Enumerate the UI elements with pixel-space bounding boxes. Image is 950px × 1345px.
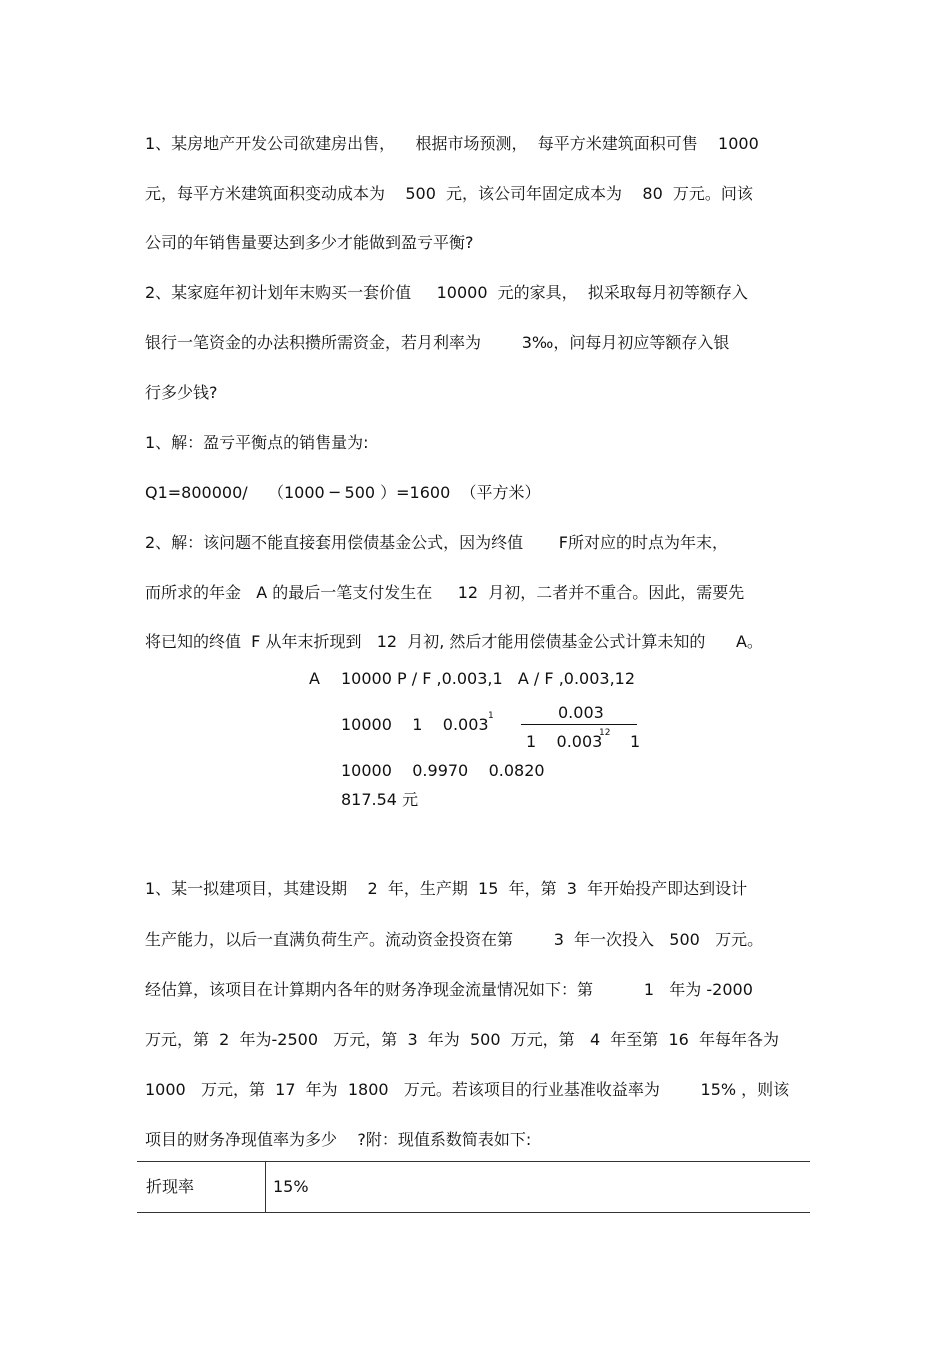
problem3-line6: 项目的财务净现值率为多少 ?附：现值系数简表如下: [145, 1130, 532, 1149]
problem2-line3: 行多少钱? [145, 383, 218, 402]
problem2-line1: 2、某家庭年初计划年末购买一套价值 10000 元的家具， 拟采取每月初等额存入 [145, 283, 748, 302]
problem2-line2: 银行一笔资金的办法积攒所需资金，若月利率为 3‰，问每月初应等额存入银 [145, 333, 730, 352]
problem1-line2: 元，每平方米建筑面积变动成本为 500 元，该公司年固定成本为 80 万元。问该 [145, 184, 753, 203]
table-header-label: 折现率 [146, 1177, 195, 1196]
solution2-line2: 而所求的年金 A 的最后一笔支付发生在 12 月初，二者并不重合。因此，需要先 [145, 583, 745, 602]
discount-factor-table [137, 1161, 810, 1213]
solution1-line2: Q1=800000/ （1000 ─ 500 ）=1600 （平方米） [145, 483, 541, 502]
problem3-line1: 1、某一拟建项目，其建设期 2 年，生产期 15 年，第 3 年开始投产即达到设计 [145, 879, 748, 898]
formula-denominator: 1 0.003 [526, 732, 603, 751]
formula-numerator: 0.003 [558, 703, 604, 722]
formula-line1: 10000 P / F ,0.003,1 A / F ,0.003,12 [341, 669, 636, 688]
formula-line3: 10000 0.9970 0.0820 [341, 761, 545, 780]
problem3-line3: 经估算，该项目在计算期内各年的财务净现金流量情况如下：第 1 年为 -2000 [145, 980, 753, 999]
problem3-line5: 1000 万元，第 17 年为 1800 万元。若该项目的行业基准收益率为 15% ，则该 [145, 1080, 790, 1099]
formula-denominator-exponent: 12 [599, 728, 611, 738]
formula-result: 817.54 元 [341, 790, 419, 809]
formula-line2-left: 10000 1 0.003 [341, 715, 489, 734]
formula-line2-exponent: 1 [488, 711, 494, 721]
fraction-bar [521, 724, 637, 725]
problem3-line2: 生产能力，以后一直满负荷生产。流动资金投资在第 3 年一次投入 500 万元。 [145, 930, 764, 949]
solution2-line3: 将已知的终值 F 从年末折现到 12 月初, 然后才能用偿债基金公式计算未知的 A。 [145, 632, 763, 651]
solution2-line1: 2、解：该问题不能直接套用偿债基金公式，因为终值 F所对应的时点为年末， [145, 533, 728, 552]
problem1-line3: 公司的年销售量要达到多少才能做到盈亏平衡? [145, 233, 474, 252]
solution1-line1: 1、解：盈亏平衡点的销售量为: [145, 433, 369, 452]
problem3-line4: 万元，第 2 年为-2500 万元，第 3 年为 500 万元，第 4 年至第 16 年每年各为 [145, 1030, 779, 1049]
table-header-value: 15% [273, 1177, 309, 1196]
formula-denominator-end: 1 [630, 732, 641, 751]
table-column-divider [265, 1162, 266, 1212]
problem1-line1: 1、某房地产开发公司欲建房出售， 根据市场预测， 每平方米建筑面积可售 1000 [145, 134, 759, 153]
formula-lhs: A [309, 669, 320, 688]
